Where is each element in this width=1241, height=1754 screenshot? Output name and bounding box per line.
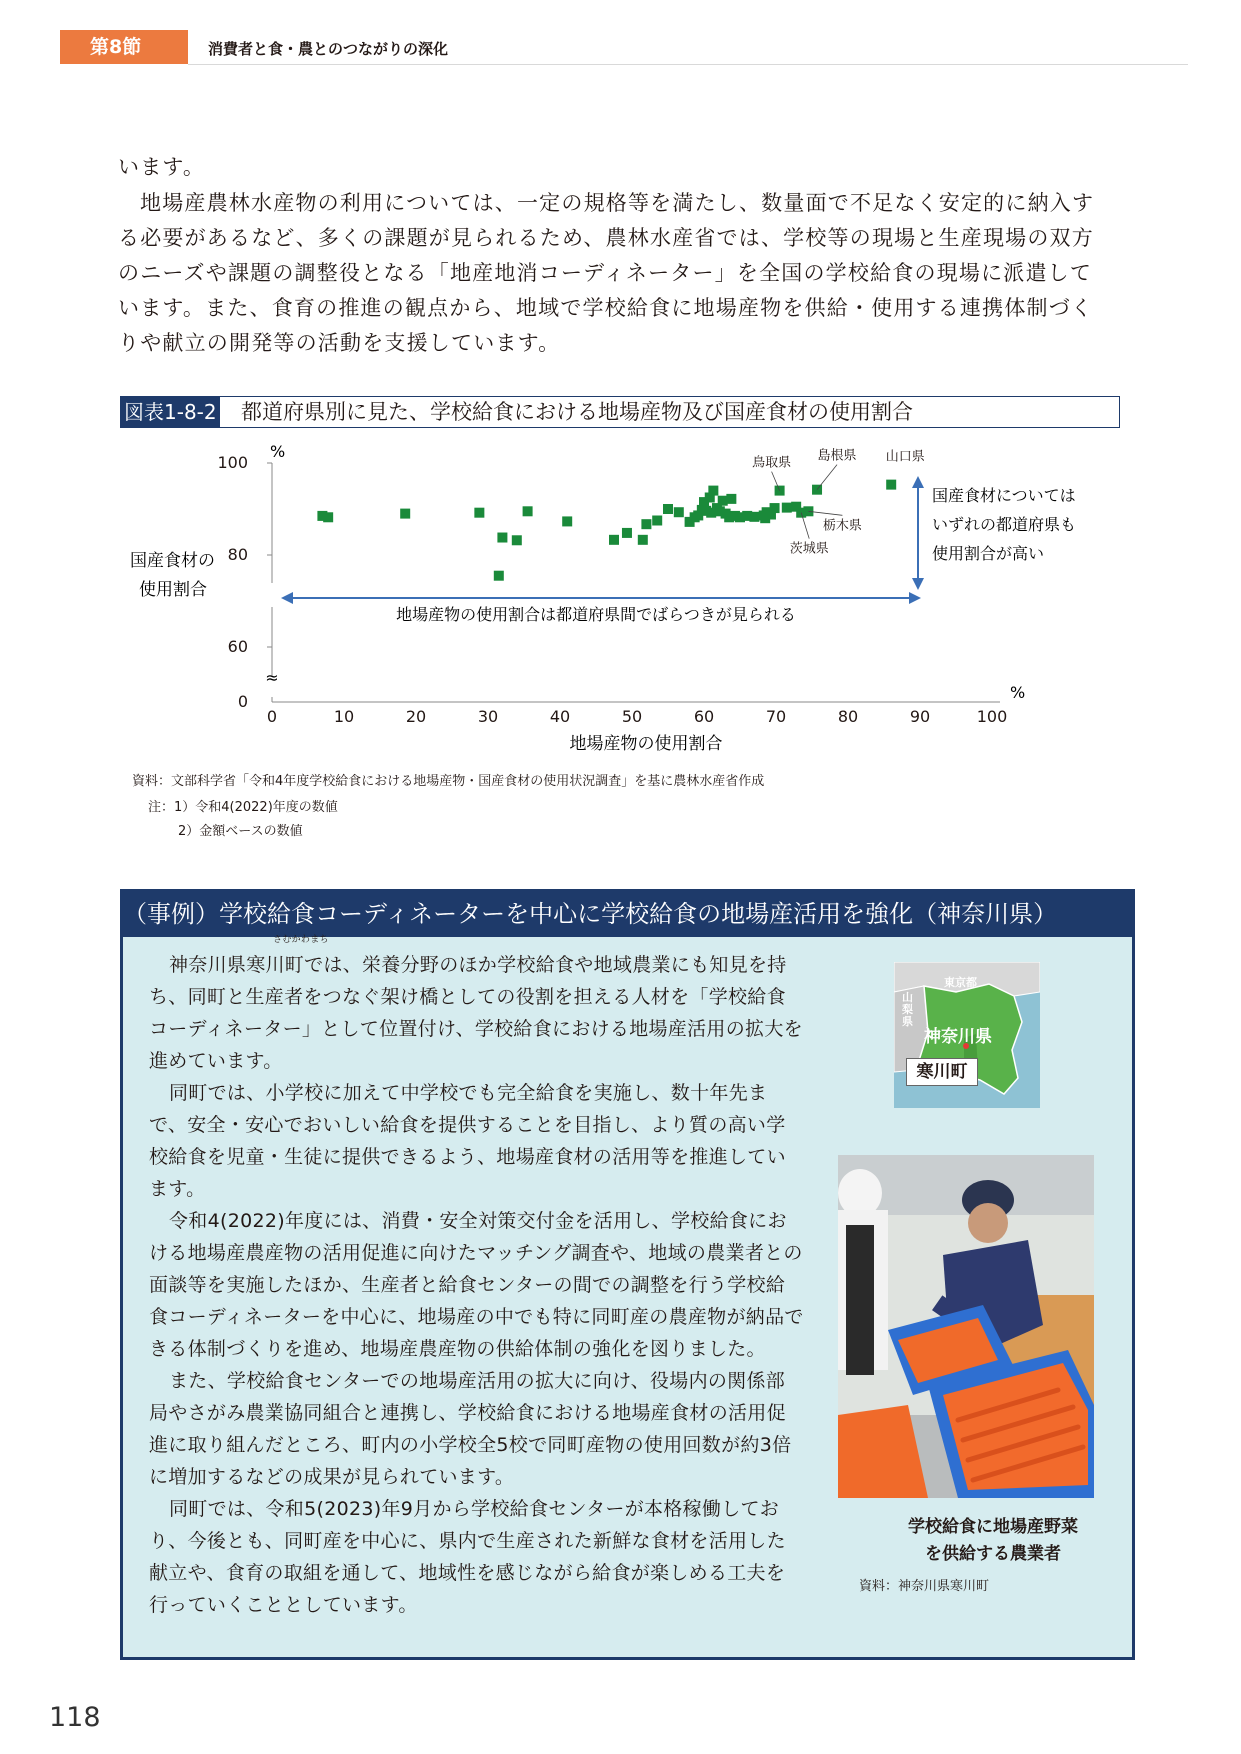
x-tick-80: 80 [837, 707, 859, 726]
y-tick-0: 0 [237, 692, 248, 711]
data-point-5 [497, 533, 507, 543]
figure-label: 図表1-8-2 [121, 397, 220, 427]
photo-caption-line-1: 学校給食に地場産野菜 [908, 1517, 1078, 1537]
x-tick-60: 60 [693, 707, 715, 726]
section-title: 消費者と食・農とのつながりの深化 [208, 40, 449, 58]
data-point-41 [782, 503, 792, 513]
domestic-annotation-1: 国産食材については [932, 486, 1076, 505]
note-2: 2）金額ベースの数値 [178, 824, 303, 839]
point-label-4: 茨城県 [789, 541, 829, 557]
y-tick-labels [217, 453, 248, 711]
data-point-12 [641, 519, 651, 529]
data-point-27 [718, 496, 728, 506]
x-tick-50: 50 [621, 707, 643, 726]
case-study-box [120, 889, 1135, 1660]
data-point-46 [886, 480, 896, 490]
domestic-annotation-2: いずれの都道府県も [932, 515, 1077, 534]
data-point-30 [726, 494, 736, 504]
case-paragraph-5: 同町では、令和5(2023)年9月から学校給食センターが本格稼働しており、今後とも、同町産を中心に、県内で生産された新鮮な食材を活用した献立や、食育の取組を通して、地域性を感じながら給食が楽しめる工夫を行っていくこととしています。 [149, 1498, 786, 1616]
map-label-kanagawa: 神奈川県 [924, 1027, 992, 1047]
map-label-yamanashi: 山梨県 [902, 991, 913, 1028]
data-point-11 [638, 535, 648, 545]
point-labels [752, 448, 925, 557]
x-tick-100: 100 [976, 707, 1008, 726]
photo-illustration [838, 1155, 1094, 1498]
case-paragraph-2: 同町では、小学校に加えて中学校でも完全給食を実施し、数十年先まで、安全・安心でおいしい給食を提供することを目指し、より質の高い学校給食を児童・生徒に提供できるよう、地場産食材の活用等を推進しています。 [149, 1082, 786, 1200]
farmer-photo [838, 1155, 1094, 1498]
x-tick-70: 70 [765, 707, 787, 726]
x-tick-10: 10 [333, 707, 355, 726]
x-tick-30: 30 [477, 707, 499, 726]
photo-caption-line-2: を供給する農業者 [925, 1544, 1061, 1564]
page-number: 118 [49, 1702, 101, 1733]
data-point-4 [494, 571, 504, 581]
y-axis-label-line-1: 国産食材の [130, 551, 215, 571]
x-tick-90: 90 [909, 707, 931, 726]
photo-source: 資料：神奈川県寒川町 [859, 1579, 990, 1594]
case-study-title: （事例）学校給食コーディネーターを中心に学校給食の地場産活用を強化（神奈川県） [123, 892, 1132, 937]
point-label-3: 栃木県 [822, 518, 862, 534]
domestic-annotation-3: 使用割合が高い [932, 544, 1045, 563]
scatter-chart [0, 0, 1241, 780]
spread-annotation: 地場産物の使用割合は都道府県間でばらつきが見られる [396, 605, 796, 624]
data-point-13 [652, 516, 662, 526]
data-point-6 [512, 535, 522, 545]
spread-arrow [281, 592, 921, 604]
note-1: 注：1）令和4(2022)年度の数値 [148, 800, 338, 815]
data-points [317, 480, 896, 581]
intro-paragraph-2: 地場産農林水産物の利用については、一定の規格等を満たし、数量面で不足なく安定的に納入する必要があるなど、多くの課題が見られるため、農林水産省では、学校等の現場と生産現場の双方のニーズや課題の調整役となる「地産地消コーディネーター」を全国の学校給食の現場に派遣しています。また、食育の推進の観点から、地域で学校給食に地場産物を供給・使用する連携体制づくりや献立の開発等の活動を支援しています。 [118, 191, 1095, 355]
data-point-39 [770, 503, 780, 513]
x-tick-labels [267, 707, 1007, 726]
domestic-arrow [912, 476, 924, 590]
point-label-2: 山口県 [885, 449, 925, 465]
section-tab: 第8節 [60, 30, 188, 64]
y-axis-label-line-2: 使用割合 [139, 580, 207, 600]
data-point-9 [609, 535, 619, 545]
source-note: 資料：文部科学省「令和4年度学校給食における地場産物・国産食材の使用状況調査」を基に農林水産省作成 [132, 774, 765, 789]
kanagawa-map [894, 962, 1040, 1108]
case-paragraph-4: また、学校給食センターでの地場産活用の拡大に向け、役場内の関係部局やさがみ農業協同組合と連携し、学校給食における地場産食材の活用促進に取り組んだところ、町内の小学校全5校で同町産物の使用回数が約3倍に増加するなどの成果が見られています。 [149, 1370, 792, 1488]
data-point-1 [323, 512, 333, 522]
data-point-8 [562, 516, 572, 526]
x-tick-0: 0 [266, 707, 278, 726]
data-point-14 [663, 504, 673, 514]
y-tick-100: 100 [217, 453, 248, 472]
photo-caption [883, 1514, 1103, 1568]
data-point-2 [400, 509, 410, 519]
axis-break-mark: ≈ [265, 668, 279, 687]
point-label-0: 鳥取県 [752, 455, 792, 471]
x-unit-label: % [1010, 683, 1026, 702]
data-point-15 [674, 507, 684, 517]
ruby-samukawa: さむかわまち [273, 935, 329, 945]
y-tick-80: 80 [227, 545, 248, 564]
case-paragraph-3: 令和4(2022)年度には、消費・安全対策交付金を活用し、学校給食における地場産農産物の活用促進に向けたマッチング調査や、地域の農業者との面談等を実施したほか、生産者と給食センターの間での調整を行う学校給食コーディネーターを中心に、地場産の中でも特に同町産の農産物が納品できる体制づくりを進め、地場産農産物の供給体制の強化を図りました。 [149, 1210, 804, 1360]
data-point-34 [749, 512, 759, 522]
intro-paragraph-1: います。 [118, 155, 206, 179]
x-axis-label: 地場産物の使用割合 [569, 734, 723, 754]
map-label-samukawa: 寒川町 [906, 1058, 978, 1086]
data-point-7 [523, 506, 533, 516]
y-unit-label: % [270, 442, 286, 461]
case-study-text [149, 935, 804, 1621]
point-label-1: 島根県 [817, 448, 857, 464]
x-tick-20: 20 [405, 707, 427, 726]
map-label-tokyo: 東京都 [944, 976, 977, 989]
leader-line-3 [808, 511, 842, 515]
x-tick-40: 40 [549, 707, 571, 726]
data-point-10 [622, 528, 632, 538]
figure-title: 都道府県別に見た、学校給食における地場産物及び国産食材の使用割合 [241, 400, 913, 424]
data-point-3 [474, 508, 484, 518]
case-paragraph-1: 神奈川県寒川町では、栄養分野のほか学校給食や地域農業にも知見を持ち、同町と生産者をつなぐ架け橋としての役割を担える人材を「学校給食コーディネーター」として位置付け、学校給食における地場産活用の拡大を進めています。 [149, 954, 803, 1072]
data-point-24 [708, 486, 718, 496]
chart-axes [267, 463, 1000, 702]
leader-line-1 [817, 465, 837, 490]
y-tick-60: 60 [227, 637, 248, 656]
